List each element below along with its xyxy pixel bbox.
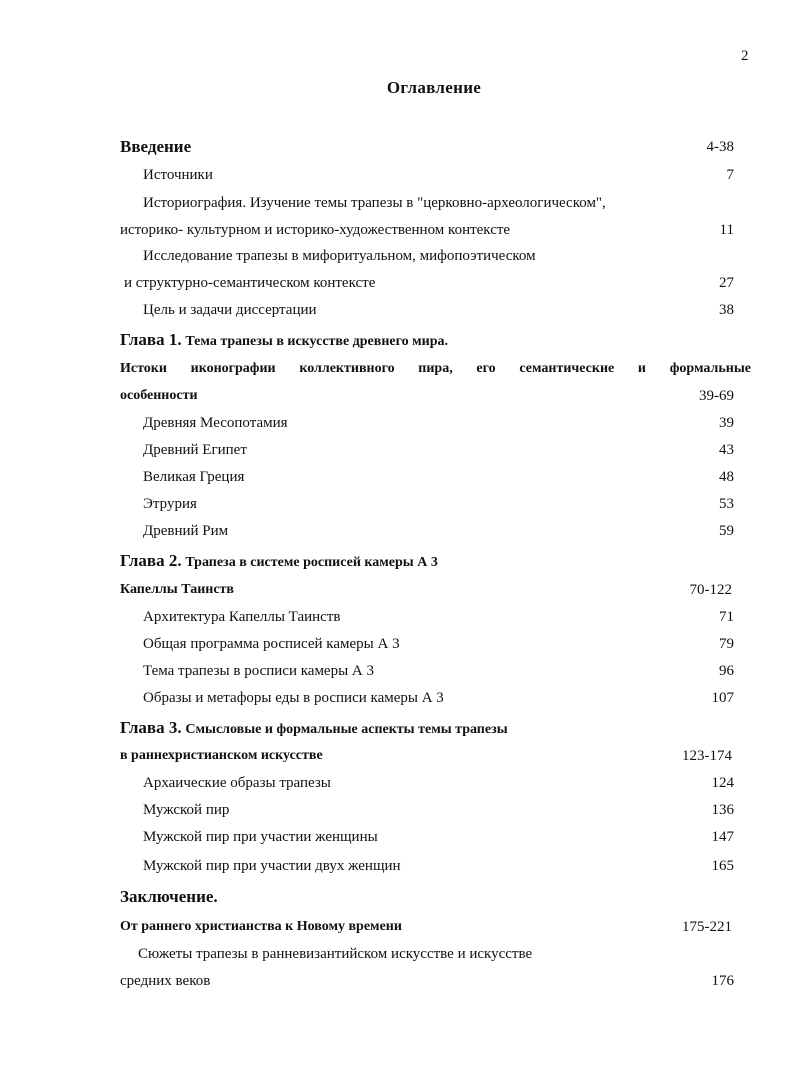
toc-item: Сюжеты трапезы в ранневизантийском искусстве и искусстве [138, 946, 533, 962]
toc-page: 147 [711, 829, 734, 845]
toc-item: Источники [143, 167, 213, 183]
toc-heading-introduction: Введение [120, 137, 192, 156]
toc-page: 43 [719, 442, 734, 458]
toc-page: 175-221 [682, 919, 732, 935]
toc-item: и структурно-семантическом контексте [124, 275, 376, 291]
toc-page: 4-38 [706, 139, 734, 155]
toc-page: 136 [711, 802, 734, 818]
toc-page: 7 [726, 167, 734, 183]
toc-page: 107 [711, 690, 734, 706]
chapter-title: Тема трапезы в искусстве древнего мира. [185, 334, 448, 349]
toc-item: историко- культурном и историко-художественном контексте [120, 222, 511, 238]
toc-item: Архаические образы трапезы [143, 775, 331, 791]
page-number: 2 [741, 48, 749, 64]
toc-chapter-subtitle: Капеллы Таинств [120, 582, 234, 597]
chapter-number: Глава 2. [120, 551, 182, 570]
toc-item: Мужской пир при участии двух женщин [143, 858, 401, 874]
toc-chapter-heading [120, 551, 438, 571]
toc-heading-conclusion: Заключение. [120, 887, 218, 906]
toc-page: 124 [711, 775, 734, 791]
toc-page: 39 [719, 415, 734, 431]
toc-item: Историография. Изучение темы трапезы в "церковно-археологическом", [143, 195, 606, 211]
toc-page: 165 [711, 858, 734, 874]
toc-page: 39-69 [699, 388, 734, 404]
toc-item: Древний Рим [143, 523, 229, 539]
toc-chapter-heading [120, 330, 448, 350]
toc-page: 27 [719, 275, 734, 291]
toc-page: 96 [719, 663, 734, 679]
chapter-number: Глава 3. [120, 718, 182, 737]
toc-item: Тема трапезы в росписи камеры А 3 [143, 663, 374, 679]
toc-page: 53 [719, 496, 734, 512]
toc-page: 38 [719, 302, 734, 318]
toc-item: Образы и метафоры еды в росписи камеры А 3 [143, 690, 444, 706]
toc-chapter-subtitle: Истоки иконографии коллективного пира, его семантические и формальные [120, 361, 751, 376]
toc-page: 176 [711, 973, 734, 989]
chapter-title: Трапеза в системе росписей камеры А 3 [185, 555, 438, 570]
toc-chapter-subtitle: особенности [120, 388, 198, 403]
toc-page: 123-174 [682, 748, 732, 764]
toc-item: Цель и задачи диссертации [143, 302, 317, 318]
toc-chapter-heading [120, 718, 508, 738]
toc-chapter-subtitle: в раннехристианском искусстве [120, 748, 323, 763]
toc-item: Мужской пир при участии женщины [143, 829, 378, 845]
toc-chapter-subtitle: От раннего христианства к Новому времени [120, 919, 402, 934]
toc-page: 71 [719, 609, 734, 625]
toc-page: 11 [719, 222, 734, 238]
chapter-title: Смысловые и формальные аспекты темы трапезы [185, 722, 508, 737]
toc-item: Великая Греция [143, 469, 245, 485]
page-title: Оглавление [386, 78, 482, 97]
toc-item: Древний Египет [143, 442, 247, 458]
toc-item: Архитектура Капеллы Таинств [143, 609, 341, 625]
chapter-number: Глава 1. [120, 330, 182, 349]
toc-item: Мужской пир [143, 802, 230, 818]
toc-item: Общая программа росписей камеры А 3 [143, 636, 400, 652]
toc-item: Этрурия [143, 496, 197, 512]
toc-item: средних веков [120, 973, 211, 989]
toc-page: 79 [719, 636, 734, 652]
toc-page: 48 [719, 469, 734, 485]
toc-page: 70-122 [689, 582, 732, 598]
toc-page: 59 [719, 523, 734, 539]
toc-item: Древняя Месопотамия [143, 415, 288, 431]
toc-item: Исследование трапезы в мифоритуальном, мифопоэтическом [143, 248, 536, 264]
